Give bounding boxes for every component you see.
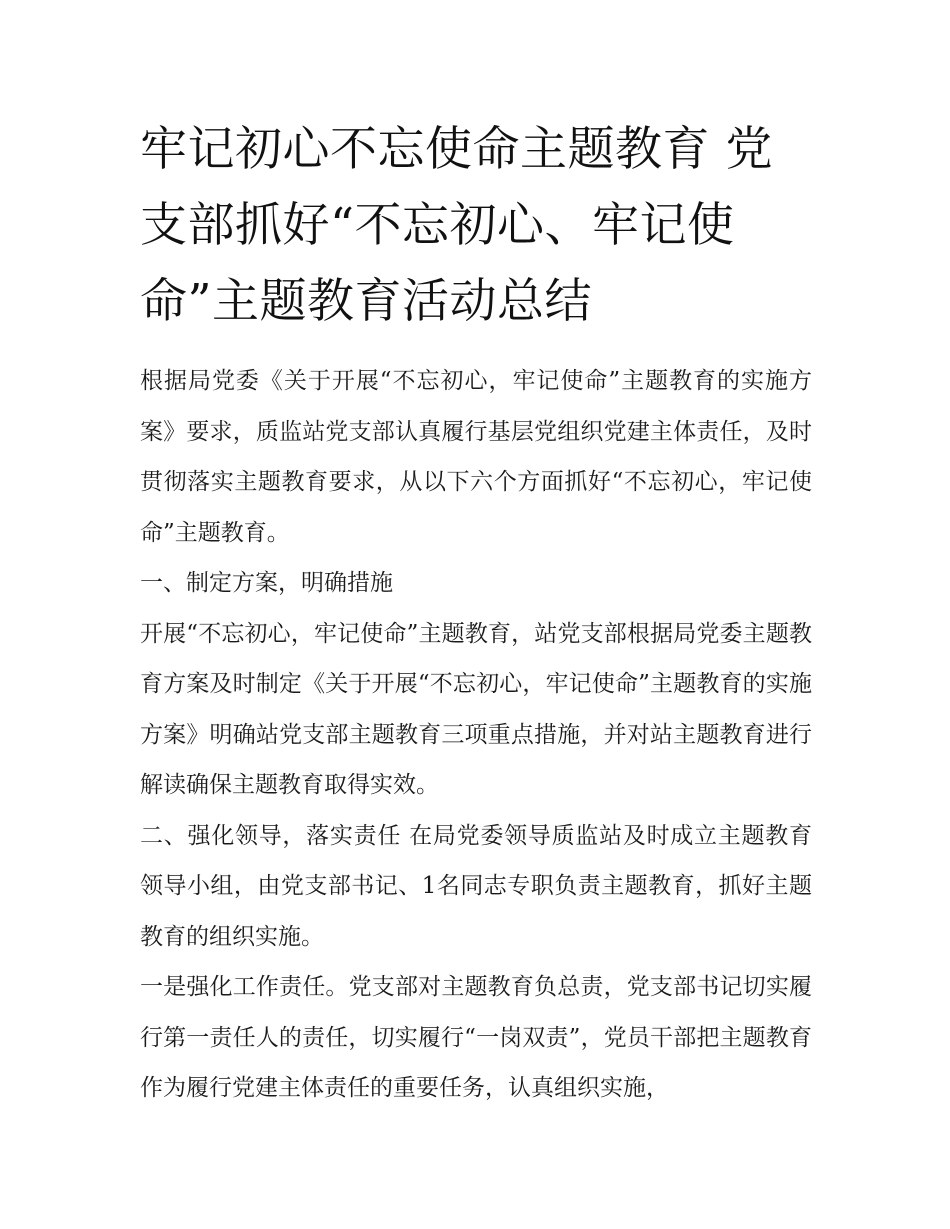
- document-body: [140, 112, 812, 1114]
- intro-paragraph: 根据局党委《关于开展“不忘初心，牢记使命”主题教育的实施方案》要求，质监站党支部认真履行基层党组织党建主体责任，及时贯彻落实主题教育要求，从以下六个方面抓好“不忘初心，牢记使命”主题教育。: [140, 368, 812, 546]
- document-title: 牢记初心不忘使命主题教育 党支部抓好“不忘初心、牢记使命”主题教育活动总结: [140, 122, 773, 329]
- section-heading-2: 二、强化领导，落实责任 在局党委领导质监站及时成立主题教育领导小组，由党支部书记、1名同志专职负责主题教育，抓好主题教育的组织实施。: [140, 822, 812, 950]
- section-1-paragraph: 开展“不忘初心，牢记使命”主题教育，站党支部根据局党委主题教育方案及时制定《关于开展“不忘初心，牢记使命”主题教育的实施方案》明确站党支部主题教育三项重点措施，并对站主题教育进行解读确保主题教育取得实效。: [140, 620, 812, 798]
- section-2-paragraph: 一是强化工作责任。党支部对主题教育负总责，党支部书记切实履行第一责任人的责任，切实履行“一岗双责”，党员干部把主题教育作为履行党建主体责任的重要任务，认真组织实施，: [140, 974, 812, 1101]
- section-heading-1: 一、制定方案，明确措施: [140, 570, 393, 596]
